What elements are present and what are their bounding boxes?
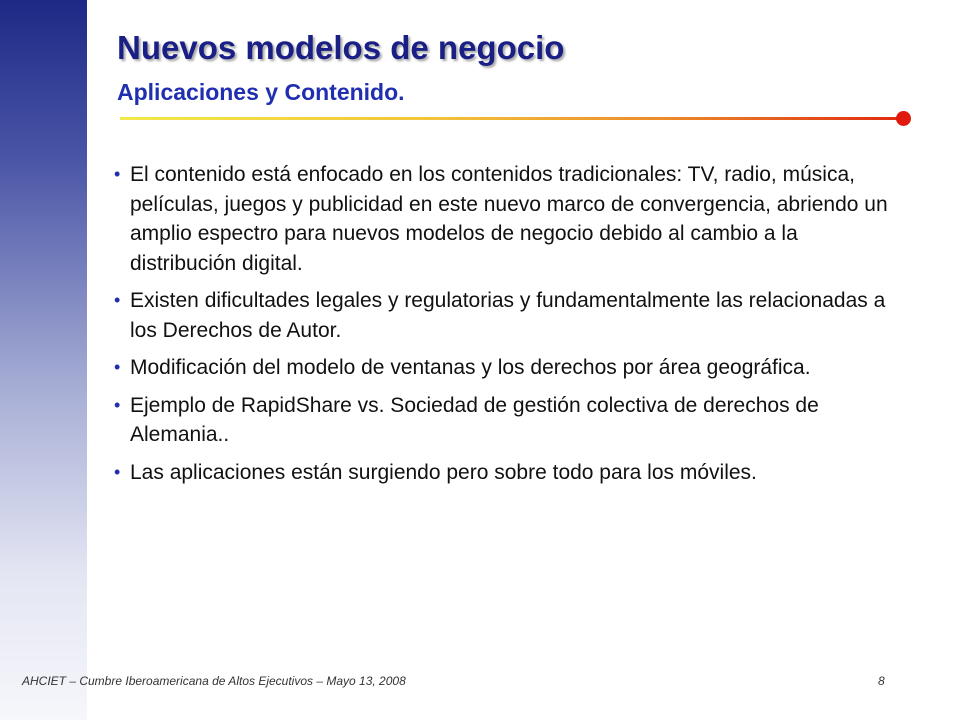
side-gradient-bar — [0, 0, 87, 720]
bullet-item — [112, 286, 902, 345]
underline-end-dot — [896, 111, 911, 126]
slide-subtitle: Aplicaciones y Contenido. — [117, 79, 405, 105]
bullet-item — [112, 160, 902, 278]
bullet-text: Existen dificultades legales y regulatorias y fundamentalmente las relacionadas a los Derechos de Autor. — [130, 289, 886, 342]
bullet-text: Modificación del modelo de ventanas y los derechos por área geográfica. — [130, 356, 811, 379]
bullet-text: Las aplicaciones están surgiendo pero sobre todo para los móviles. — [130, 460, 757, 484]
bullet-item — [112, 458, 902, 488]
title-underline — [120, 117, 903, 120]
bullet-text: Ejemplo de RapidShare vs. Sociedad de gestión colectiva de derechos de Alemania.. — [130, 393, 819, 446]
bullet-item — [112, 353, 902, 383]
page-number: 8 — [878, 674, 885, 688]
slide-title: Nuevos modelos de negocio — [117, 29, 565, 66]
bullet-list — [112, 160, 902, 495]
bullet-dot-icon: • — [114, 394, 121, 415]
bullet-text: El contenido está enfocado en los contenidos tradicionales: TV, radio, música, películas, juegos y publicidad en este nuevo marco de convergencia, abriendo un amplio espectro para nuevos modelos de negocio debido al cambio a la distribución digital. — [130, 163, 888, 275]
bullet-dot-icon: • — [114, 357, 121, 377]
bullet-dot-icon: • — [114, 461, 121, 482]
bullet-item — [112, 391, 902, 450]
bullet-dot-icon: • — [114, 164, 121, 184]
bullet-dot-icon: • — [114, 290, 121, 310]
footer-caption: AHCIET – Cumbre Iberoamericana de Altos Ejecutivos – Mayo 13, 2008 — [22, 674, 406, 688]
